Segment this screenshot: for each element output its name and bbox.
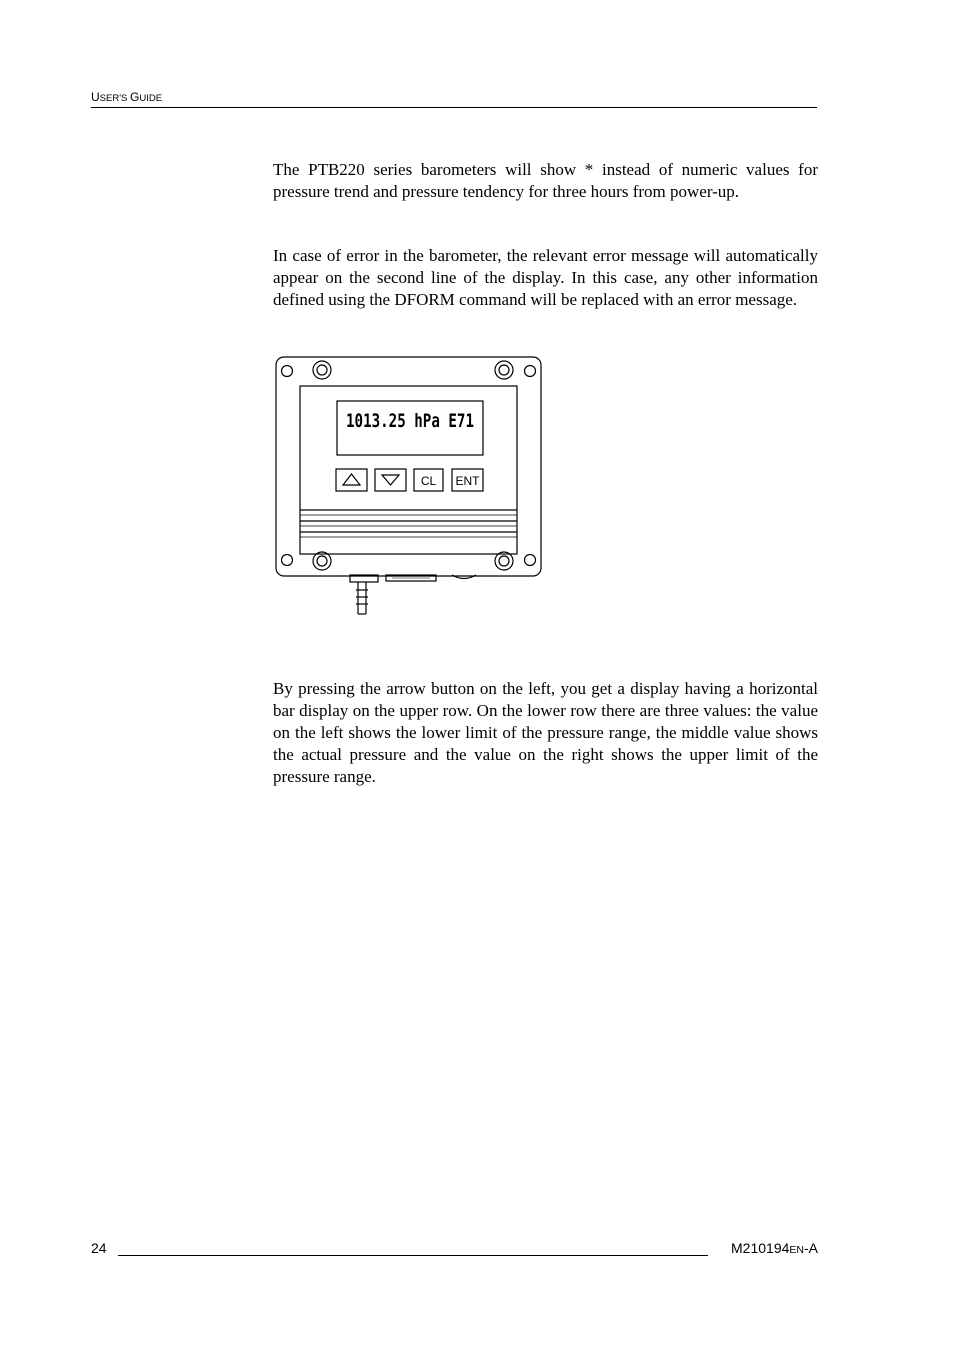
barometer-drawing	[272, 352, 547, 618]
header-letters-uide: UIDE	[139, 93, 163, 104]
screw-top-right	[495, 361, 513, 379]
screw-top-left	[313, 361, 331, 379]
triangle-up-icon	[343, 474, 360, 485]
paragraph-error-info: In case of error in the barometer, the relevant error message will automatically appear on the second line of the display. In this case, any other information defined using the DFORM command will be replaced with an error message.	[273, 246, 818, 309]
flange-outline	[276, 357, 541, 576]
barometer-figure	[272, 352, 547, 618]
document-id-suffix: -A	[804, 1240, 818, 1256]
page-number: 24	[91, 1240, 107, 1256]
document-id-lang: EN	[789, 1244, 804, 1256]
header-letter-g: G	[130, 90, 140, 104]
header-letter-u: U	[91, 90, 100, 104]
document-id	[731, 1240, 818, 1256]
running-header	[91, 90, 817, 108]
paragraph-trend-info: The PTB220 series barometers will show * instead of numeric values for pressure trend and pressure tendency for three hours from power-up.	[273, 160, 818, 201]
mount-hole-bottom-right	[525, 555, 536, 566]
paragraph-bar-display-info: By pressing the arrow button on the left, you get a display having a horizontal bar display on the upper row. On the lower row there are three values: the value on the left shows the lower limit of the pressure range, the middle value shows the actual pressure and the value on the right shows the upper limit of the pressure range.	[273, 679, 818, 786]
running-footer	[91, 1240, 818, 1260]
triangle-down-icon	[382, 475, 399, 485]
footer-rule	[118, 1255, 708, 1256]
header-letters-ser: SER'S	[99, 93, 130, 104]
lcd-display-text: 1013.25 hPa E71	[346, 410, 474, 432]
document-id-main: M210194	[731, 1240, 790, 1256]
screw-bottom-right	[495, 552, 513, 570]
cl-button-label: CL	[420, 474, 437, 488]
screw-bottom-left	[313, 552, 331, 570]
mount-hole-top-right	[525, 366, 536, 377]
ent-button-label: ENT	[455, 474, 480, 488]
down-arrow-button	[375, 469, 406, 491]
up-arrow-button	[336, 469, 367, 491]
mount-hole-bottom-left	[282, 555, 293, 566]
mount-hole-top-left	[282, 366, 293, 377]
